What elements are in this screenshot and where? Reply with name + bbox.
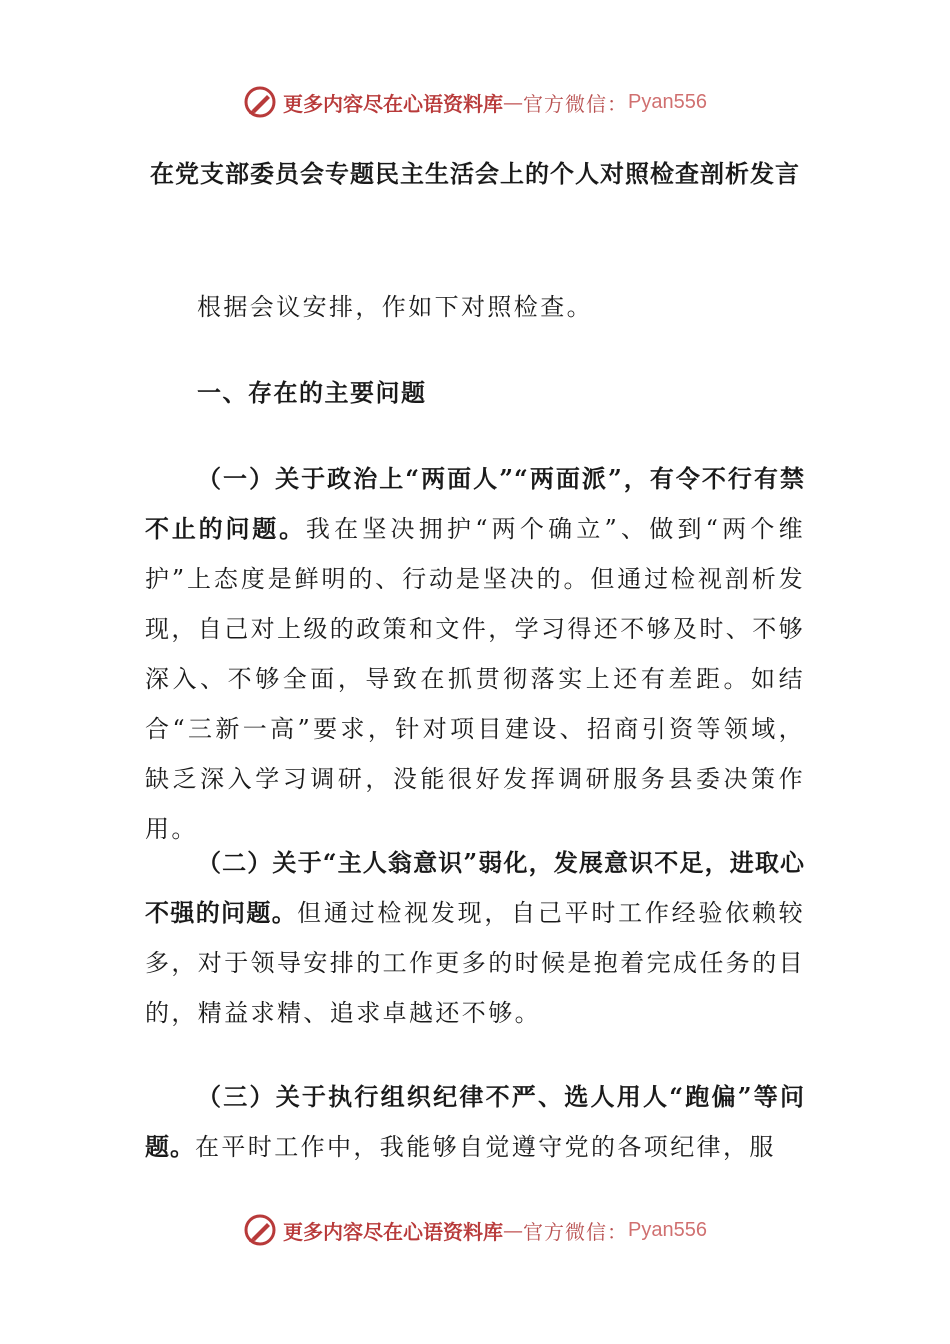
watermark-dash: — bbox=[503, 1218, 524, 1242]
problem-3-body: 在平时工作中，我能够自觉遵守党的各项纪律，服 bbox=[195, 1133, 776, 1161]
watermark-wechat-id: Pyan556 bbox=[628, 1218, 707, 1241]
problem-paragraph-2 bbox=[145, 838, 805, 1038]
problem-paragraph-1 bbox=[145, 454, 805, 854]
problem-1-heading: （一）关于政治上“两面人”“两面派”，有令不行有禁不止的问题。 bbox=[145, 464, 805, 543]
problem-2-heading: （二）关于“主人翁意识”弱化，发展意识不足，进取心不强的问题。 bbox=[145, 848, 805, 927]
watermark-wechat-label: 官方微信： bbox=[523, 91, 629, 116]
pen-in-circle-icon bbox=[243, 1213, 277, 1247]
watermark-wechat-id: Pyan556 bbox=[628, 90, 707, 113]
watermark-dash: — bbox=[503, 90, 524, 114]
problem-2-body: 但通过检视发现，自己平时工作经验依赖较多，对于领导安排的工作更多的时候是抱着完成任务的目的，精益求精、追求卓越还不够。 bbox=[145, 899, 806, 1027]
watermark-banner-bottom bbox=[0, 1210, 950, 1250]
problem-3-heading: （三）关于执行组织纪律不严、选人用人“跑偏”等问题。 bbox=[145, 1082, 805, 1161]
intro-paragraph: 根据会议安排，作如下对照检查。 bbox=[197, 293, 593, 321]
problem-1-body: 我在坚决拥护“两个确立”、做到“两个维护”上态度是鲜明的、行动是坚决的。但通过检视剖析发现，自己对上级的政策和文件，学习得还不够及时、不够深入、不够全面，导致在抓贯彻落实上还有差距。如结合“三新一高”要求，针对项目建设、招商引资等领域，缺乏深入学习调研，没能很好发挥调研服务县委决策作用。 bbox=[145, 515, 805, 843]
problem-paragraph-3 bbox=[145, 1072, 805, 1172]
watermark-banner-top bbox=[0, 82, 950, 122]
watermark-text: 更多内容尽在心语资料库 bbox=[283, 91, 504, 116]
document-title: 在党支部委员会专题民主生活会上的个人对照检查剖析发言 bbox=[150, 159, 800, 188]
section-heading: 一、存在的主要问题 bbox=[197, 378, 427, 407]
pen-in-circle-icon bbox=[243, 85, 277, 119]
watermark-wechat-label: 官方微信： bbox=[523, 1219, 629, 1244]
watermark-text: 更多内容尽在心语资料库 bbox=[283, 1219, 504, 1244]
